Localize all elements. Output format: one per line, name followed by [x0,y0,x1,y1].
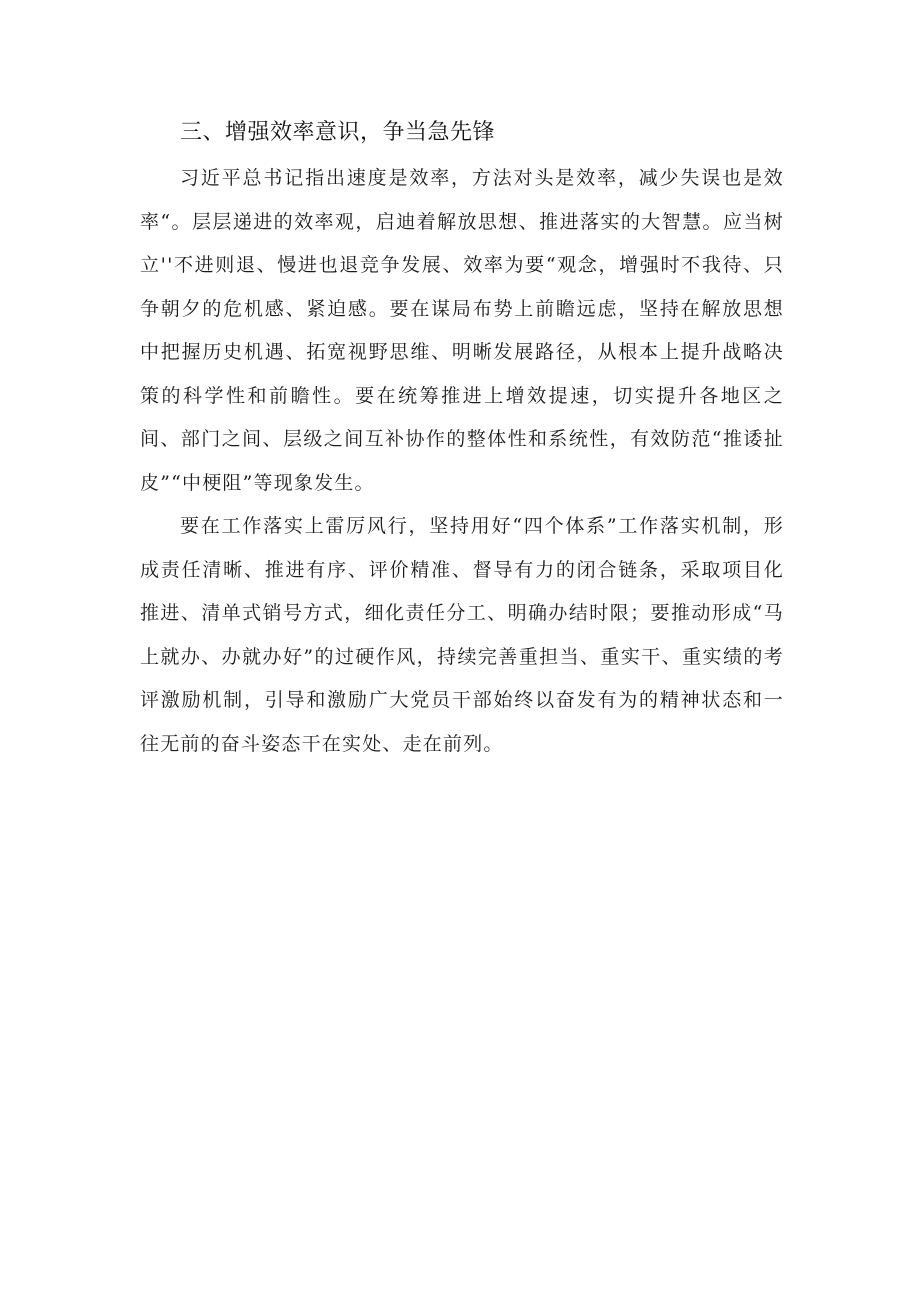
section-heading: 三、增强效率意识，争当急先锋 [180,120,496,145]
paragraph-work-implementation: 要在工作落实上雷厉风行，坚持用好“四个体系”工作落实机制，形成责任清晰、推进有序、评价精准、督导有力的闭合链条，采取项目化推进、清单式销号方式，细化责任分工、明确办结时限；要推动形成“马上就办、办就办好”的过硬作风，持续完善重担当、重实干、重实绩的考评激励机制，引导和激励广大党员干部始终以奋发有为的精神状态和一往无前的奋斗姿态干在实处、走在前列。 [140,515,784,755]
document-body [140,113,784,766]
paragraph-efficiency-view: 习近平总书记指出速度是效率，方法对头是效率，减少失误也是效率“。层层递进的效率观，启迪着解放思想、推进落实的大智慧。应当树立''不进则退、慢进也退竞争发展、效率为要“观念，增强时不我待、只争朝夕的危机感、紧迫感。要在谋局布势上前瞻远虑，坚持在解放思想中把握历史机遇、拓宽视野思维、明晰发展路径，从根本上提升战略决策的科学性和前瞻性。要在统筹推进上增效提速，切实提升各地区之间、部门之间、层级之间互补协作的整体性和系统性，有效防范“推诿扯皮”“中梗阻”等现象发生。 [140,167,784,494]
